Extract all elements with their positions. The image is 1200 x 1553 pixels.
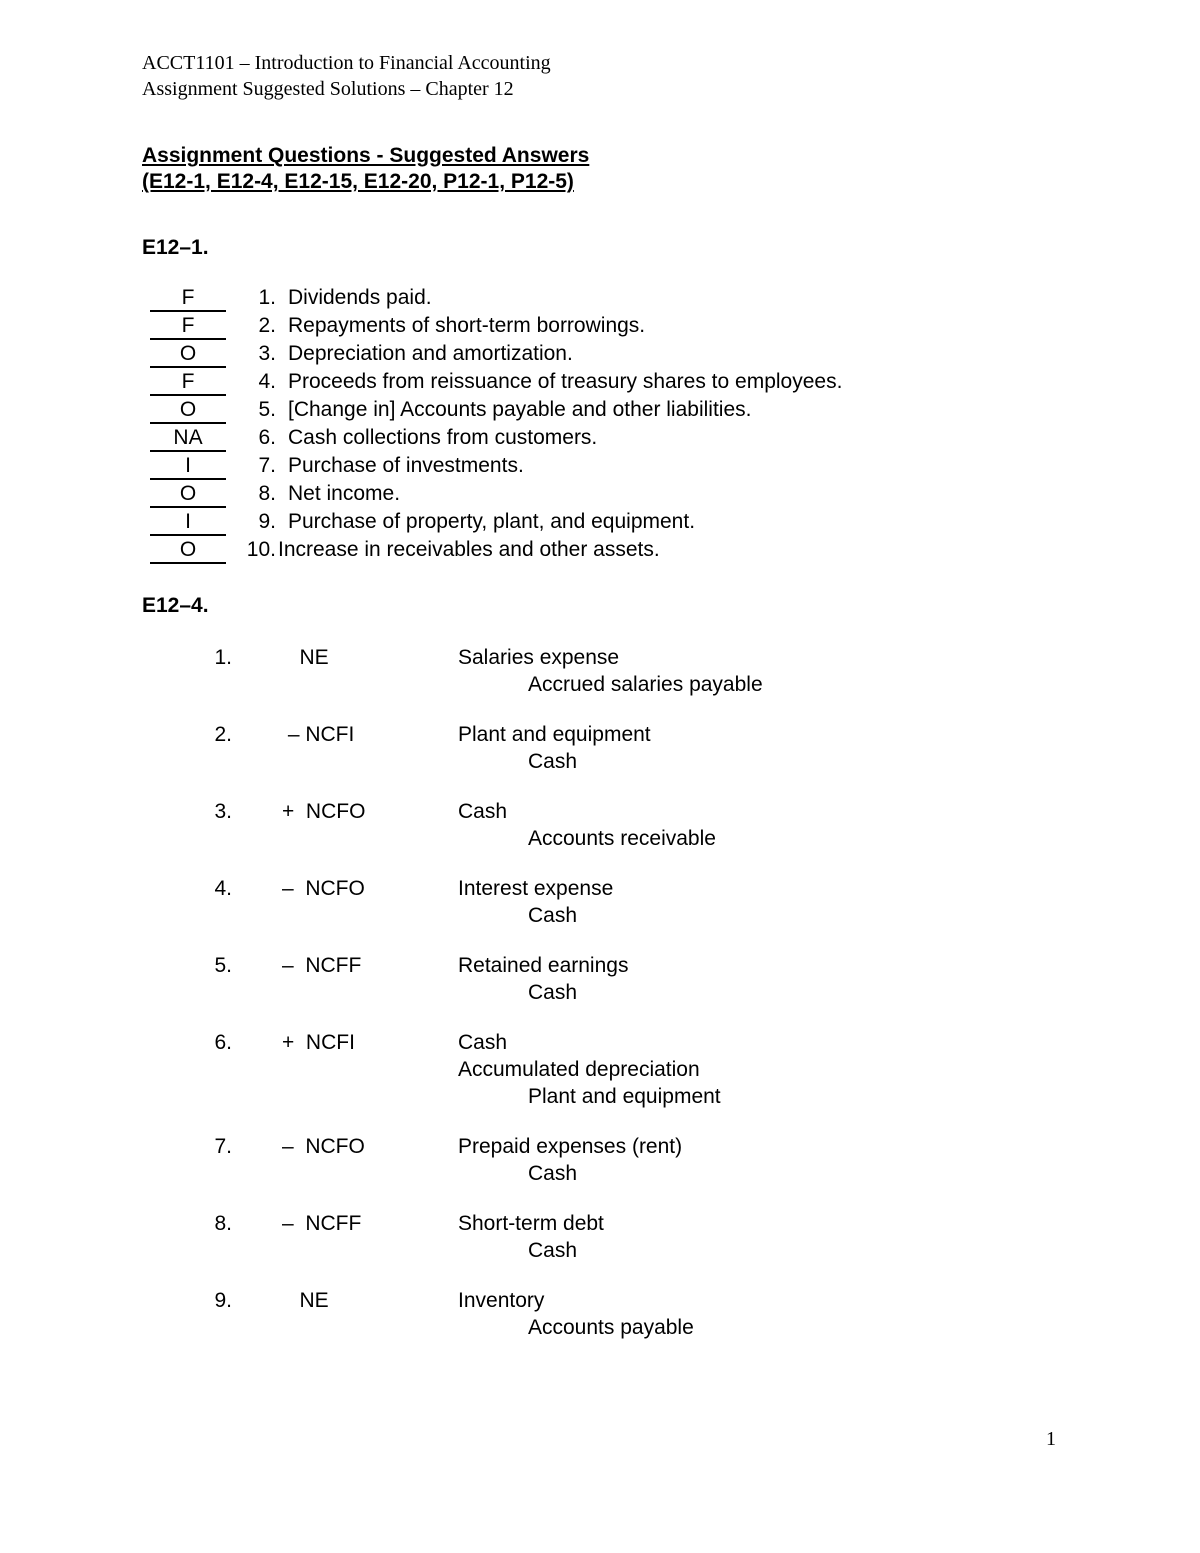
cash-effect-code: NE (282, 1289, 329, 1312)
answer-blank: I (150, 508, 226, 536)
entry-number: 3. (214, 800, 232, 823)
credit-account: Cash (528, 981, 578, 1004)
item-number: 7. (258, 454, 276, 477)
entry-number: 9. (214, 1289, 232, 1312)
item-text: [Change in] Accounts payable and other liabilities. (288, 398, 752, 421)
item-number: 9. (258, 510, 276, 533)
list-item (150, 396, 842, 424)
debit-account: Short-term debt (458, 1212, 604, 1235)
debit-account: Salaries expense (458, 646, 620, 669)
item-number: 2. (258, 314, 276, 337)
title-line-2: (E12-1, E12-4, E12-15, E12-20, P12-1, P12-5) (142, 170, 574, 193)
answer-blank: F (150, 312, 226, 340)
answer-blank: O (150, 396, 226, 424)
list-item (150, 508, 842, 536)
list-item (150, 452, 842, 480)
item-text: Purchase of property, plant, and equipment. (288, 510, 696, 533)
credit-account: Cash (528, 750, 578, 773)
debit-account: Cash (458, 1031, 508, 1054)
title-line-1: Assignment Questions - Suggested Answers (142, 144, 590, 167)
item-number: 1. (258, 286, 276, 309)
answer-blank: I (150, 452, 226, 480)
credit-account: Cash (528, 1239, 578, 1262)
credit-account: Plant and equipment (528, 1085, 721, 1108)
debit-account: Retained earnings (458, 954, 629, 977)
answer-blank: NA (150, 424, 226, 452)
credit-account: Cash (528, 1162, 578, 1185)
page-number: 1 (1046, 1428, 1056, 1450)
answer-blank: F (150, 284, 226, 312)
credit-account: Cash (528, 904, 578, 927)
entry-number: 5. (214, 954, 232, 977)
item-text: Increase in receivables and other assets. (278, 538, 660, 561)
list-item (150, 340, 842, 368)
list-item (150, 536, 842, 564)
cash-effect-code: – NCFO (282, 877, 365, 900)
section-heading-e12-1: E12–1. (142, 236, 209, 259)
e12-1-list (150, 284, 842, 564)
list-item (150, 480, 842, 508)
item-text: Net income. (288, 482, 401, 505)
item-text: Depreciation and amortization. (288, 342, 573, 365)
cash-effect-code: – NCFF (282, 1212, 362, 1235)
item-text: Dividends paid. (288, 286, 432, 309)
item-number: 8. (258, 482, 276, 505)
entry-number: 2. (214, 723, 232, 746)
list-item (150, 312, 842, 340)
item-text: Proceeds from reissuance of treasury shares to employees. (288, 370, 843, 393)
credit-account: Accrued salaries payable (528, 673, 763, 696)
entry-number: 1. (214, 646, 232, 669)
list-item (150, 368, 842, 396)
debit-account: Plant and equipment (458, 723, 651, 746)
item-number: 10. (246, 538, 276, 561)
entry-number: 8. (214, 1212, 232, 1235)
item-text: Purchase of investments. (288, 454, 524, 477)
debit-account: Cash (458, 800, 508, 823)
item-number: 6. (258, 426, 276, 449)
debit-account: Interest expense (458, 877, 614, 900)
document-title (142, 143, 589, 195)
cash-effect-code: – NCFI (282, 723, 355, 746)
item-number: 5. (258, 398, 276, 421)
item-number: 4. (258, 370, 276, 393)
answer-blank: O (150, 340, 226, 368)
course-title: ACCT1101 – Introduction to Financial Accounting (142, 52, 551, 74)
entry-number: 7. (214, 1135, 232, 1158)
list-item (150, 284, 842, 312)
cash-effect-code: + NCFI (282, 1031, 355, 1054)
list-item (150, 424, 842, 452)
document-subtitle: Assignment Suggested Solutions – Chapter 12 (142, 78, 514, 100)
debit-account: Prepaid expenses (rent) (458, 1135, 683, 1158)
answer-blank: O (150, 536, 226, 564)
item-number: 3. (258, 342, 276, 365)
answer-blank: F (150, 368, 226, 396)
credit-account: Accounts payable (528, 1316, 694, 1339)
debit-account: Inventory (458, 1289, 545, 1312)
cash-effect-code: – NCFO (282, 1135, 365, 1158)
debit-account: Accumulated depreciation (458, 1058, 700, 1081)
page-header (142, 50, 551, 102)
item-text: Repayments of short-term borrowings. (288, 314, 646, 337)
credit-account: Accounts receivable (528, 827, 716, 850)
cash-effect-code: – NCFF (282, 954, 362, 977)
entry-number: 4. (214, 877, 232, 900)
item-text: Cash collections from customers. (288, 426, 598, 449)
answer-blank: O (150, 480, 226, 508)
cash-effect-code: + NCFO (282, 800, 366, 823)
section-heading-e12-4: E12–4. (142, 594, 209, 617)
entry-number: 6. (214, 1031, 232, 1054)
cash-effect-code: NE (282, 646, 329, 669)
